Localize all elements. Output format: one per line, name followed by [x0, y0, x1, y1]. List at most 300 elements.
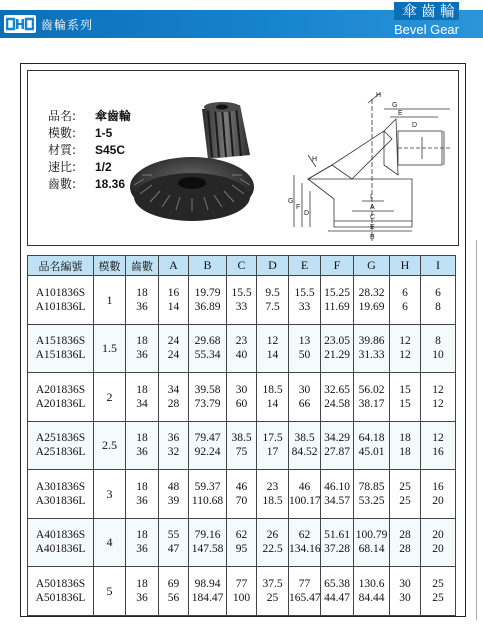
dim-label-e-top: E — [398, 110, 403, 117]
series-heading — [4, 14, 93, 34]
cell-value: 84.52 — [291, 446, 318, 459]
dim-label-a: A — [370, 204, 375, 211]
cell-value: 15 — [399, 383, 411, 396]
cell-value: 23 — [266, 480, 279, 493]
cell-value: 18.5 — [262, 494, 283, 507]
spec-value: 1/2 — [95, 160, 112, 174]
cell-value: 24.58 — [324, 397, 350, 410]
cell-value: 39.86 — [358, 335, 385, 348]
col-header-c: C — [227, 256, 257, 276]
cell-value: 34 — [167, 383, 180, 396]
cell-value: 45.01 — [358, 446, 385, 459]
cell-value: 28 — [399, 529, 411, 542]
cell-value: A501836L — [35, 591, 86, 604]
cell-module: 1.5 — [94, 324, 126, 373]
cell-teeth — [126, 324, 159, 373]
cell-e — [289, 567, 321, 616]
cell-value: 6 — [435, 286, 441, 299]
cell-code — [28, 276, 94, 325]
cell-value: 11.69 — [324, 300, 350, 313]
bevel-gear-photo — [122, 99, 272, 229]
table-header-row — [28, 256, 456, 276]
cell-value: 98.94 — [194, 577, 221, 590]
cell-b — [189, 567, 227, 616]
cell-e — [289, 518, 321, 567]
cell-value: 46 — [298, 480, 311, 493]
cell-value: 28.32 — [358, 286, 385, 299]
cell-code — [28, 567, 94, 616]
cell-e — [289, 421, 321, 470]
cell-value: 14 — [167, 300, 180, 313]
cell-value: 165.47 — [289, 591, 321, 604]
cell-value: 13 — [298, 335, 311, 348]
cell-h — [390, 373, 421, 422]
cell-value: A251836L — [35, 446, 86, 459]
title-english: Bevel Gear — [393, 22, 459, 37]
cell-value: 22.5 — [262, 543, 283, 556]
col-header-f: F — [321, 256, 354, 276]
cell-h — [390, 421, 421, 470]
cell-value: 147.58 — [191, 543, 224, 556]
cell-c — [227, 518, 257, 567]
cell-value: 73.79 — [194, 397, 221, 410]
cell-i — [421, 276, 456, 325]
cell-value: 56.02 — [358, 383, 385, 396]
cell-value: 31.33 — [358, 349, 385, 362]
cell-code — [28, 470, 94, 519]
cell-value: 53.25 — [358, 494, 385, 507]
cell-a — [159, 324, 189, 373]
col-header-code: 品名編號 — [28, 256, 94, 276]
cell-c — [227, 421, 257, 470]
cell-value: 15.5 — [294, 286, 315, 299]
cell-value: 75 — [235, 446, 248, 459]
cell-value: 69 — [167, 577, 180, 590]
cell-code — [28, 373, 94, 422]
col-header-g: G — [354, 256, 390, 276]
cell-value: 32 — [167, 446, 180, 459]
dim-label-e: E — [370, 224, 375, 231]
cell-a — [159, 567, 189, 616]
cell-value: 44.47 — [324, 591, 350, 604]
cell-value: 46 — [235, 480, 248, 493]
dim-label-f: F — [296, 204, 301, 211]
cell-d — [257, 373, 289, 422]
spec-value: S45C — [95, 143, 126, 157]
cell-value: A501836S — [35, 577, 86, 590]
cell-value: 100.17 — [289, 494, 321, 507]
cell-value: 30 — [298, 383, 311, 396]
cell-value: 33 — [298, 300, 311, 313]
cell-b — [189, 276, 227, 325]
cell-c — [227, 567, 257, 616]
cell-value: 14 — [266, 397, 279, 410]
cell-value: 18 — [136, 480, 148, 493]
cell-value: 18 — [136, 286, 148, 299]
col-header-d: D — [257, 256, 289, 276]
cell-value: 62 — [298, 529, 311, 542]
cell-g — [354, 373, 390, 422]
cell-value: 6 — [402, 286, 408, 299]
col-header-i: I — [421, 256, 456, 276]
cell-d — [257, 567, 289, 616]
cell-code — [28, 421, 94, 470]
cell-value: 95 — [235, 543, 248, 556]
dim-label-i: I — [370, 194, 372, 201]
cell-value: 92.24 — [194, 446, 221, 459]
cell-value: A401836S — [35, 529, 86, 542]
cell-f — [321, 276, 354, 325]
cell-value: 26 — [266, 529, 279, 542]
cell-c — [227, 276, 257, 325]
cell-value: 28 — [399, 543, 411, 556]
cell-value: A201836S — [35, 383, 86, 396]
col-header-b: B — [189, 256, 227, 276]
cell-value: 29.68 — [194, 335, 221, 348]
cell-value: 25 — [399, 480, 411, 493]
cell-f — [321, 470, 354, 519]
cell-value: 30 — [235, 383, 248, 396]
cell-value: 51.61 — [324, 529, 350, 542]
cell-code — [28, 518, 94, 567]
cell-value: 20 — [432, 543, 444, 556]
cell-value: A201836L — [35, 397, 86, 410]
cell-value: 24 — [167, 349, 180, 362]
cell-c — [227, 324, 257, 373]
cell-value: 15.25 — [324, 286, 350, 299]
cell-value: 17.5 — [262, 432, 283, 445]
cell-value: 20 — [432, 529, 444, 542]
cell-value: 15.5 — [231, 286, 252, 299]
cell-f — [321, 518, 354, 567]
cell-value: 14 — [266, 349, 279, 362]
cell-value: 110.68 — [191, 494, 224, 507]
cell-value: 79.47 — [194, 432, 221, 445]
cell-value: 20 — [432, 494, 444, 507]
cell-value: 10 — [432, 349, 444, 362]
cell-value: 25 — [432, 591, 444, 604]
cell-f — [321, 324, 354, 373]
cell-value: 78.85 — [358, 480, 385, 493]
cell-value: 16 — [432, 446, 444, 459]
cell-i — [421, 324, 456, 373]
spec-label: 模數: — [48, 126, 77, 140]
cell-teeth — [126, 567, 159, 616]
cell-teeth — [126, 470, 159, 519]
cell-value: 55.34 — [194, 349, 221, 362]
spec-row-name — [48, 108, 131, 125]
cell-value: 56 — [167, 591, 180, 604]
cell-value: 18 — [399, 446, 411, 459]
spec-row-material — [48, 142, 131, 159]
cell-value: 70 — [235, 494, 248, 507]
cell-value: 30 — [399, 577, 411, 590]
table-body — [28, 276, 456, 616]
cell-h — [390, 470, 421, 519]
cell-value: 24 — [167, 335, 180, 348]
dim-label-g: G — [392, 102, 398, 109]
spec-label: 齒數: — [48, 177, 77, 191]
table-row — [28, 518, 456, 567]
cell-value: 8 — [435, 335, 441, 348]
cell-value: 34.29 — [324, 432, 350, 445]
cell-module: 3 — [94, 470, 126, 519]
cell-g — [354, 567, 390, 616]
col-header-e: E — [289, 256, 321, 276]
cell-d — [257, 470, 289, 519]
table-row — [28, 567, 456, 616]
spec-value: 1-5 — [95, 126, 113, 140]
cell-value: A101836S — [35, 286, 86, 299]
product-card — [27, 70, 459, 246]
table-row — [28, 276, 456, 325]
cell-a — [159, 421, 189, 470]
page-header — [0, 0, 483, 46]
cell-value: 38.17 — [358, 397, 385, 410]
cell-value: 64.18 — [358, 432, 385, 445]
spec-label: 品名: — [48, 109, 77, 123]
cell-value: A401836L — [35, 543, 86, 556]
cell-value: 36 — [136, 300, 148, 313]
cell-f — [321, 373, 354, 422]
cell-value: 55 — [167, 529, 180, 542]
cell-value: 19.79 — [194, 286, 221, 299]
cell-value: 18 — [136, 432, 148, 445]
dim-label-d-top: D — [412, 122, 418, 129]
cell-value: 130.6 — [358, 577, 385, 590]
cell-value: 68.14 — [358, 543, 385, 556]
cell-value: 39.58 — [194, 383, 221, 396]
cell-d — [257, 276, 289, 325]
cell-d — [257, 324, 289, 373]
cell-b — [189, 421, 227, 470]
cell-module: 2.5 — [94, 421, 126, 470]
cell-value: 7.5 — [265, 300, 280, 313]
cell-value: 60 — [235, 397, 248, 410]
cell-value: A251836S — [35, 432, 86, 445]
cell-value: 21.29 — [324, 349, 350, 362]
col-header-teeth: 齒數 — [126, 256, 159, 276]
cell-value: 46.10 — [324, 480, 350, 493]
cell-value: 18 — [136, 577, 148, 590]
cell-value: 23 — [235, 335, 248, 348]
cell-d — [257, 421, 289, 470]
cell-f — [321, 567, 354, 616]
cell-value: A301836S — [35, 480, 86, 493]
dim-label-b: B — [370, 234, 375, 241]
cell-value: 59.37 — [194, 480, 221, 493]
cell-module: 4 — [94, 518, 126, 567]
cell-value: 40 — [235, 349, 248, 362]
spec-row-ratio — [48, 159, 131, 176]
cell-value: 9.5 — [265, 286, 280, 299]
cell-teeth — [126, 373, 159, 422]
cell-e — [289, 470, 321, 519]
cell-h — [390, 276, 421, 325]
cell-module: 2 — [94, 373, 126, 422]
header-title — [394, 2, 459, 38]
cell-value: 34.57 — [324, 494, 350, 507]
cell-value: 62 — [235, 529, 248, 542]
right-edge-line — [476, 240, 480, 620]
dim-label-g-left: G — [288, 198, 294, 205]
cell-i — [421, 518, 456, 567]
cell-value: 184.47 — [191, 591, 224, 604]
cell-h — [390, 324, 421, 373]
cell-b — [189, 518, 227, 567]
cell-b — [189, 324, 227, 373]
cell-value: 34 — [136, 397, 148, 410]
cell-value: A151836L — [35, 349, 86, 362]
cell-value: 100 — [232, 591, 251, 604]
cell-c — [227, 373, 257, 422]
cell-i — [421, 373, 456, 422]
table-row — [28, 470, 456, 519]
cell-value: 36 — [136, 446, 148, 459]
catalog-frame — [20, 63, 466, 617]
cell-value: 38.5 — [294, 432, 315, 445]
cell-value: 36 — [136, 543, 148, 556]
cell-value: 50 — [298, 349, 311, 362]
cell-value: 23.05 — [324, 335, 350, 348]
cell-b — [189, 470, 227, 519]
spec-table — [27, 255, 455, 616]
cell-value: 18 — [136, 529, 148, 542]
cell-value: 12 — [266, 335, 279, 348]
cell-value: 16 — [167, 286, 180, 299]
cell-value: 77 — [235, 577, 248, 590]
cell-value: 6 — [402, 300, 408, 313]
cell-value: 37.5 — [262, 577, 283, 590]
cell-value: 38.5 — [231, 432, 252, 445]
cell-g — [354, 421, 390, 470]
col-header-h: H — [390, 256, 421, 276]
cell-value: 100.79 — [355, 529, 388, 542]
cell-value: 25 — [399, 494, 411, 507]
cell-value: A301836L — [35, 494, 86, 507]
cell-value: 12 — [399, 335, 411, 348]
spec-row-teeth — [48, 176, 131, 193]
cell-value: 15 — [399, 397, 411, 410]
cell-g — [354, 276, 390, 325]
cell-value: 84.44 — [358, 591, 385, 604]
cell-value: 30 — [399, 591, 411, 604]
cell-value: 36 — [136, 349, 148, 362]
cell-value: 8 — [435, 300, 441, 313]
cell-i — [421, 567, 456, 616]
cell-value: 36 — [136, 591, 148, 604]
cell-d — [257, 518, 289, 567]
cell-value: 18 — [399, 432, 411, 445]
col-header-module: 模數 — [94, 256, 126, 276]
cell-teeth — [126, 518, 159, 567]
cell-c — [227, 470, 257, 519]
cell-teeth — [126, 276, 159, 325]
dimension-drawing — [272, 79, 456, 241]
cell-value: 36 — [167, 432, 180, 445]
cell-h — [390, 567, 421, 616]
spec-label: 速比: — [48, 160, 77, 174]
cell-value: 36.89 — [194, 300, 221, 313]
cell-value: 25 — [266, 591, 279, 604]
dim-label-h-left: H — [312, 156, 318, 163]
cell-g — [354, 324, 390, 373]
cell-f — [321, 421, 354, 470]
cell-value: 18.5 — [262, 383, 283, 396]
cell-value: 39 — [167, 494, 180, 507]
cell-i — [421, 421, 456, 470]
table-row — [28, 324, 456, 373]
cell-value: 18 — [136, 383, 148, 396]
cell-value: 36 — [136, 494, 148, 507]
cell-code — [28, 324, 94, 373]
cell-value: 32.65 — [324, 383, 350, 396]
cell-g — [354, 518, 390, 567]
table-row — [28, 421, 456, 470]
dim-label-d: D — [304, 210, 310, 217]
cell-value: 134.16 — [289, 543, 321, 556]
cell-value: A151836S — [35, 335, 86, 348]
cell-module: 5 — [94, 567, 126, 616]
cell-e — [289, 276, 321, 325]
cell-value: 12 — [432, 383, 444, 396]
cell-g — [354, 470, 390, 519]
cell-value: 19.69 — [358, 300, 385, 313]
cell-value: 12 — [432, 432, 444, 445]
cell-value: 47 — [167, 543, 180, 556]
cell-a — [159, 518, 189, 567]
cell-value: 25 — [432, 577, 444, 590]
spec-value: 傘齒輪 — [95, 109, 132, 123]
cell-value: A101836L — [35, 300, 86, 313]
cell-value: 77 — [298, 577, 311, 590]
cell-value: 16 — [432, 480, 444, 493]
cell-value: 33 — [235, 300, 248, 313]
cell-h — [390, 518, 421, 567]
spec-label: 材質: — [48, 143, 77, 157]
cell-value: 27.87 — [324, 446, 350, 459]
col-header-a: A — [159, 256, 189, 276]
series-label: 齒輪系列 — [41, 17, 94, 32]
cell-e — [289, 373, 321, 422]
dim-label-c: C — [370, 214, 376, 221]
product-specs — [48, 108, 131, 193]
title-chinese: 傘齒輪 — [394, 2, 459, 20]
cell-b — [189, 373, 227, 422]
cell-value: 65.38 — [324, 577, 350, 590]
cell-a — [159, 373, 189, 422]
cell-e — [289, 324, 321, 373]
cell-value: 37.28 — [324, 543, 350, 556]
spec-row-module — [48, 125, 131, 142]
cell-value: 18 — [136, 335, 148, 348]
dim-label-h: H — [376, 92, 382, 99]
cell-teeth — [126, 421, 159, 470]
cell-value: 17 — [266, 446, 279, 459]
cell-a — [159, 470, 189, 519]
cell-value: 28 — [167, 397, 180, 410]
cell-value: 12 — [399, 349, 411, 362]
cell-value: 12 — [432, 397, 444, 410]
spec-value: 18.36 — [95, 177, 126, 191]
cell-value: 48 — [167, 480, 180, 493]
cell-module: 1 — [94, 276, 126, 325]
cell-value: 79.16 — [194, 529, 221, 542]
cell-i — [421, 470, 456, 519]
chc-logo-icon — [4, 15, 36, 33]
cell-value: 66 — [298, 397, 311, 410]
table-row — [28, 373, 456, 422]
